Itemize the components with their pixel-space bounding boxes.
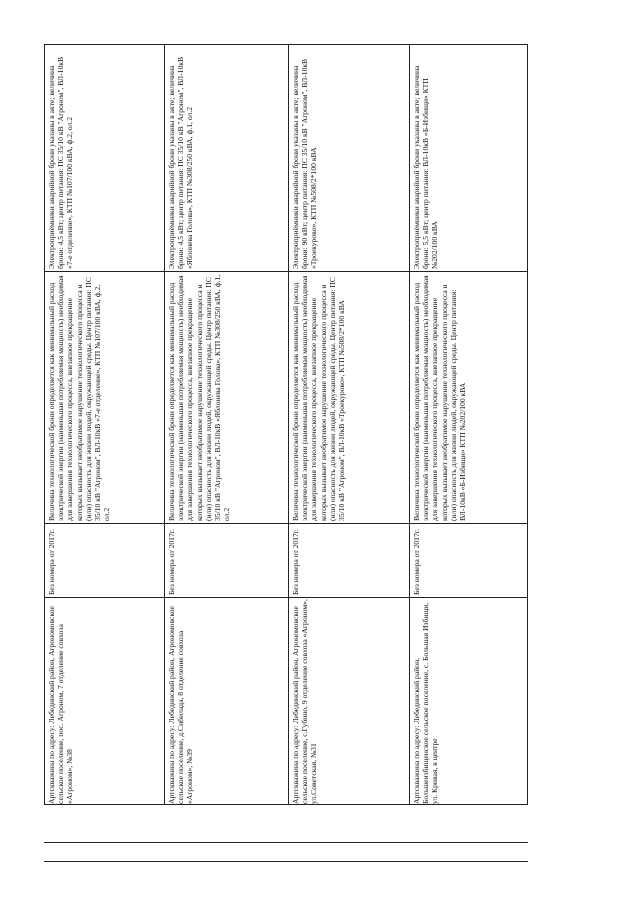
object-text: Артскважина по адресу: Лебединский район, Агрономовское сельское поселение, пос. Агроном, 7 отделение совхоза «Агроном», №38 xyxy=(47,606,75,804)
tech-armor-cell xyxy=(47,273,163,521)
object-text: Артскважина по адресу: Лебединский район, Агрономовское сельское поселение, с.Губино, 9 отделение совхоза «Агроном», ул.Советская, №31 xyxy=(291,599,319,804)
number-cell xyxy=(167,525,286,595)
number-cell xyxy=(291,525,407,595)
emergency-armor-text: Электроприёмники аварийной брони указаны в акте; величина брони: 90 кВт; центр питания: ПС 35/10 кВ "Агроном", ВЛ-10кВ «Троекурово», КТП №508/2*100 кВА xyxy=(291,58,319,269)
emergency-armor-text: Электроприёмники аварийной брони указаны в акте; величина брони: 5,5 кВт; центр питания: ВЛ-10кВ «Б-Избищи» КТП №202/100 кВА xyxy=(412,65,440,269)
page-rule xyxy=(44,861,528,862)
object-cell xyxy=(167,599,286,804)
row-divider xyxy=(164,45,165,804)
tech-armor-text: Величина технологической брони определяется как минимальный расход электрической энергии (наименьшая потребляемая мощность) необходимая для завершения технологического процесса, внезапное прекращение которых вызывает необратимое нарушение технологического процесса и (или) опасность для жизни людей, окружающей среды. Центр питания: ПС 35/10 кВ "Агроном", ВЛ-10кВ «Яблонева Голова», КТП №308/250 кВА, ф.1, ол.2 xyxy=(167,274,232,521)
column-divider xyxy=(45,271,527,272)
number-text: Без номера от 2017г. xyxy=(291,529,300,595)
number-text: Без номера от 2017г. xyxy=(412,529,421,595)
number-text: Без номера от 2017г. xyxy=(47,529,56,595)
emergency-armor-cell xyxy=(291,47,407,269)
tech-armor-cell xyxy=(291,273,407,521)
object-text: Артскважина по адресу: Лебединский район, Агрономовское сельское поселение, д.Сибилада, 8 отделение совхоза «Агроном», №39 xyxy=(167,606,195,804)
number-cell xyxy=(47,525,163,595)
tech-armor-text: Величина технологической брони определяется как минимальный расход электрической энергии (наименьшая потребляемая мощность) необходимая для завершения технологического процесса, внезапное прекращение которых вызывает необратимое нарушение технологического процесса и (или) опасность для жизни людей, окружающей среды. Центр питания: ПС 35/10 кВ "Агроном", ВЛ-10кВ «Троекурово», КТП №508/2*100 кВА xyxy=(291,275,347,521)
tech-armor-text: Величина технологической брони определяется как минимальный расход электрической энергии (наименьшая потребляемая мощность) необходимая для завершения технологического процесса, внезапное прекращение которых вызывает необратимое нарушение технологического процесса и (или) опасность для жизни людей, окружающей среды. Центр питания: ПС 35/10 кВ "Агроном", ВЛ-10кВ «7-е отделение», КТП №107/100 кВА, ф.2, ол.2 xyxy=(47,275,112,521)
emergency-armor-text: Электроприёмники аварийной брони указаны в акте; величина брони: 4,5 кВт; центр питания: ПС 35/10 кВ "Агроном", ВЛ-10кВ «Яблонева Голова», КТП №308/250 кВА, ф.1, ол.2 xyxy=(167,56,195,269)
emergency-armor-text: Электроприёмники аварийной брони указаны в акте; величина брони: 4,5 кВт; центр питания: ПС 35/10 кВ "Агроном", ВЛ-10кВ «7-е отделение», КТП №107/100 кВА, ф.2, ол.2 xyxy=(47,56,75,269)
object-cell xyxy=(47,599,163,804)
emergency-armor-cell xyxy=(412,47,526,269)
object-text: Артскважина по адресу: Лебединский район, Большеизбищенское сельское поселение, с. Большая Избищи, ул. Кривая, в центре xyxy=(412,602,440,804)
number-cell xyxy=(412,525,526,595)
column-divider xyxy=(45,523,527,524)
emergency-armor-cell xyxy=(167,47,286,269)
object-cell xyxy=(291,599,407,804)
page-rule xyxy=(44,842,528,843)
reservation-table xyxy=(44,44,528,805)
tech-armor-cell xyxy=(412,273,526,521)
tech-armor-cell xyxy=(167,273,286,521)
tech-armor-text: Величина технологической брони определяется как минимальный расход электрической энергии (наименьшая потребляемая мощность) необходимая для завершения технологического процесса, внезапное прекращение которых вызывает необратимое нарушение технологического процесса и (или) опасность для жизни людей, окружающей среды. Центр питания: ВЛ-10кВ «Б-Избищи» КТП №202/100 кВА xyxy=(412,275,468,521)
number-text: Без номера от 2017г. xyxy=(167,529,176,595)
column-divider xyxy=(45,597,527,598)
object-cell xyxy=(412,599,526,804)
row-divider xyxy=(288,45,289,804)
row-divider xyxy=(409,45,410,804)
emergency-armor-cell xyxy=(47,47,163,269)
